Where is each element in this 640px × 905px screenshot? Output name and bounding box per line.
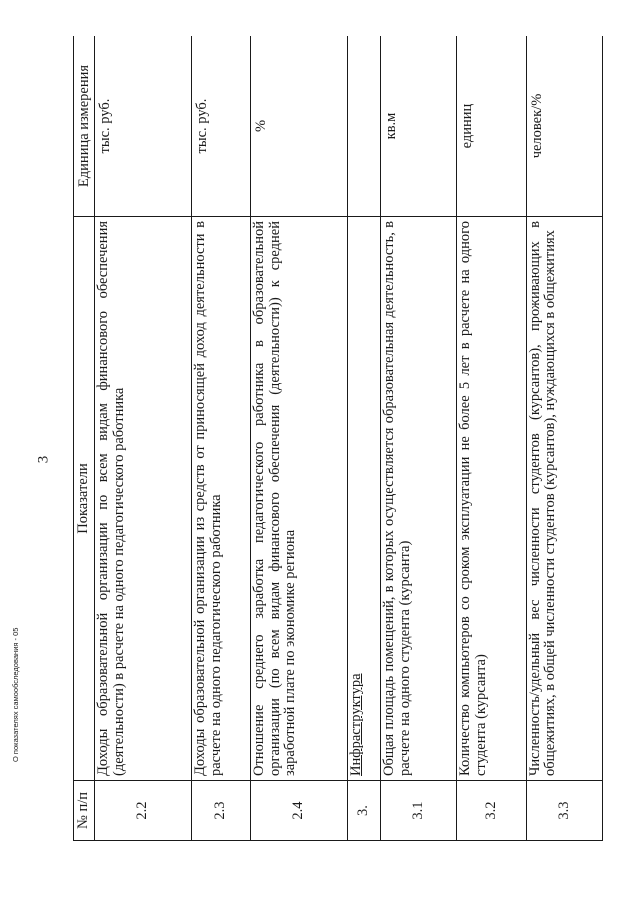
row-unit: % <box>251 36 348 217</box>
header-indicator: Показатели <box>74 217 95 781</box>
page-number: 3 <box>35 455 52 464</box>
header-num: № п/п <box>74 781 95 841</box>
rotated-table-wrapper <box>73 36 603 841</box>
table-row <box>251 36 348 841</box>
row-indicator: Общая площадь помещений, в которых осуществляется образовательная деятельность, в расчете на одного студента (курсанта) <box>381 217 457 781</box>
section-title: Инфраструктура <box>348 217 381 781</box>
row-number: 3.3 <box>526 781 602 841</box>
row-unit: единиц <box>457 36 526 217</box>
row-unit: тыс. руб. <box>192 36 251 217</box>
row-indicator: Численность/удельный вес численности студентов (курсантов), проживающих в общежитиях, в общей численности студентов (курсантов), нуждающихся в общежитиях <box>526 217 602 781</box>
section-row <box>348 36 381 841</box>
section-unit <box>348 36 381 217</box>
row-number: 2.3 <box>192 781 251 841</box>
indicators-table <box>73 36 603 841</box>
header-unit: Единица измерения <box>74 36 95 217</box>
row-number: 2.2 <box>95 781 192 841</box>
row-unit: тыс. руб. <box>95 36 192 217</box>
row-number: 3.1 <box>381 781 457 841</box>
row-number: 2.4 <box>251 781 348 841</box>
document-table-area <box>73 36 603 841</box>
row-unit: кв.м <box>381 36 457 217</box>
table-row <box>526 36 602 841</box>
footer-note: О показателях самообследования - 05 <box>11 627 20 762</box>
row-indicator: Доходы образовательной организации из средств от приносящей доход деятельности в расчете на одного педагогического работника <box>192 217 251 781</box>
table-header-row <box>74 36 95 841</box>
row-indicator: Количество компьютеров со сроком эксплуатации не более 5 лет в расчете на одного студента (курсанта) <box>457 217 526 781</box>
table-row <box>95 36 192 841</box>
table-row <box>192 36 251 841</box>
row-number: 3.2 <box>457 781 526 841</box>
table-row <box>457 36 526 841</box>
section-number: 3. <box>348 781 381 841</box>
table-row <box>381 36 457 841</box>
row-indicator: Отношение среднего заработка педагогического работника в образовательной организации (по всем видам финансового обеспечения (деятельности)) к средней заработной плате по экономике региона <box>251 217 348 781</box>
row-indicator: Доходы образовательной организации по всем видам финансового обеспечения (деятельности) в расчете на одного педагогического работника <box>95 217 192 781</box>
row-unit: человек/% <box>526 36 602 217</box>
